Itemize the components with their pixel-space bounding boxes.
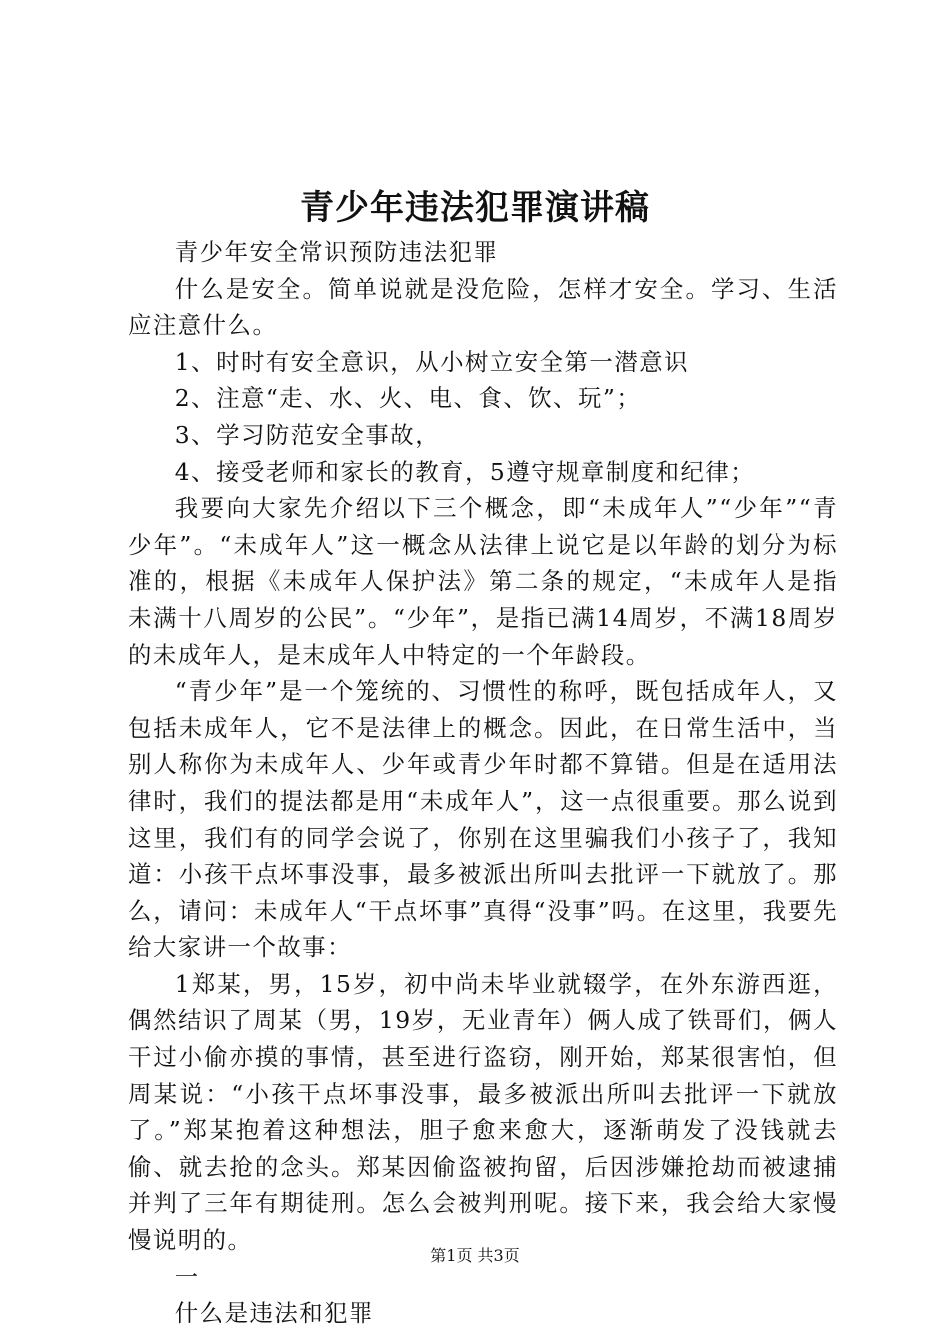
paragraph-what-is-safety: 什么是安全。简单说就是没危险，怎样才安全。学习、生活应注意什么。 [128, 274, 838, 340]
paragraph-youth-term: “青少年”是一个笼统的、习惯性的称呼，既包括成年人，又包括未成年人，它不是法律上的概念。因此，在日常生活中，当别人称你为未成年人、少年或青少年时都不算错。但是在适用法律时，我们的提法都是用“未成年人”，这一点很重要。那么说到这里，我们有的同学会说了，你别在这里骗我们小孩子了，我知道：小孩干点坏事没事，最多被派出所叫去批评一下就放了。那么，请问：未成年人“干点坏事”真得“没事”吗。在这里，我要先给大家讲一个故事： [128, 677, 838, 962]
paragraph-point-4: 4、接受老师和家长的教育，5遵守规章制度和纪律； [174, 457, 756, 486]
paragraph-point-1: 1、时时有安全意识，从小树立安全第一潜意识 [174, 347, 689, 376]
paragraph-point-3: 3、学习防范安全事故， [174, 420, 441, 449]
paragraph-section-heading: 什么是违法和犯罪 [174, 1299, 374, 1328]
paragraph-concepts: 我要向大家先介绍以下三个概念，即“未成年人”“少年”“青少年”。“未成年人”这一概念从法律上说它是以年龄的划分为标准的，根据《未成年人保护法》第二条的规定，“未成年人是指未满十八周岁的公民”。“少年”，是指已满14周岁，不满18周岁的未成年人，是末成年人中特定的一个年龄段。 [128, 494, 838, 669]
document-title: 青少年违法犯罪演讲稿 [300, 188, 650, 228]
paragraph-story: 1郑某，男，15岁，初中尚未毕业就辍学，在外东游西逛，偶然结识了周某（男，19岁，无业青年）俩人成了铁哥们，俩人干过小偷亦摸的事情，甚至进行盗窃，刚开始，郑某很害怕，但周某说：“小孩干点坏事没事，最多被派出所叫去批评一下就放了。”郑某抱着这种想法，胆子愈来愈大，逐渐萌发了没钱就去偷、就去抢的念头。郑某因偷盗被拘留，后因涉嫌抢劫而被逮捕并判了三年有期徒刑。怎么会被判刑呢。接下来，我会给大家慢慢说明的。 [128, 969, 838, 1255]
paragraph-subtitle: 青少年安全常识预防违法犯罪 [174, 238, 499, 266]
paragraph-point-2: 2、注意“走、水、火、电、食、饮、玩”； [174, 384, 642, 413]
document-body [128, 234, 838, 1332]
paragraph-section-number: 一 [174, 1262, 200, 1291]
page-footer: 第1页 共3页 [430, 1246, 520, 1265]
